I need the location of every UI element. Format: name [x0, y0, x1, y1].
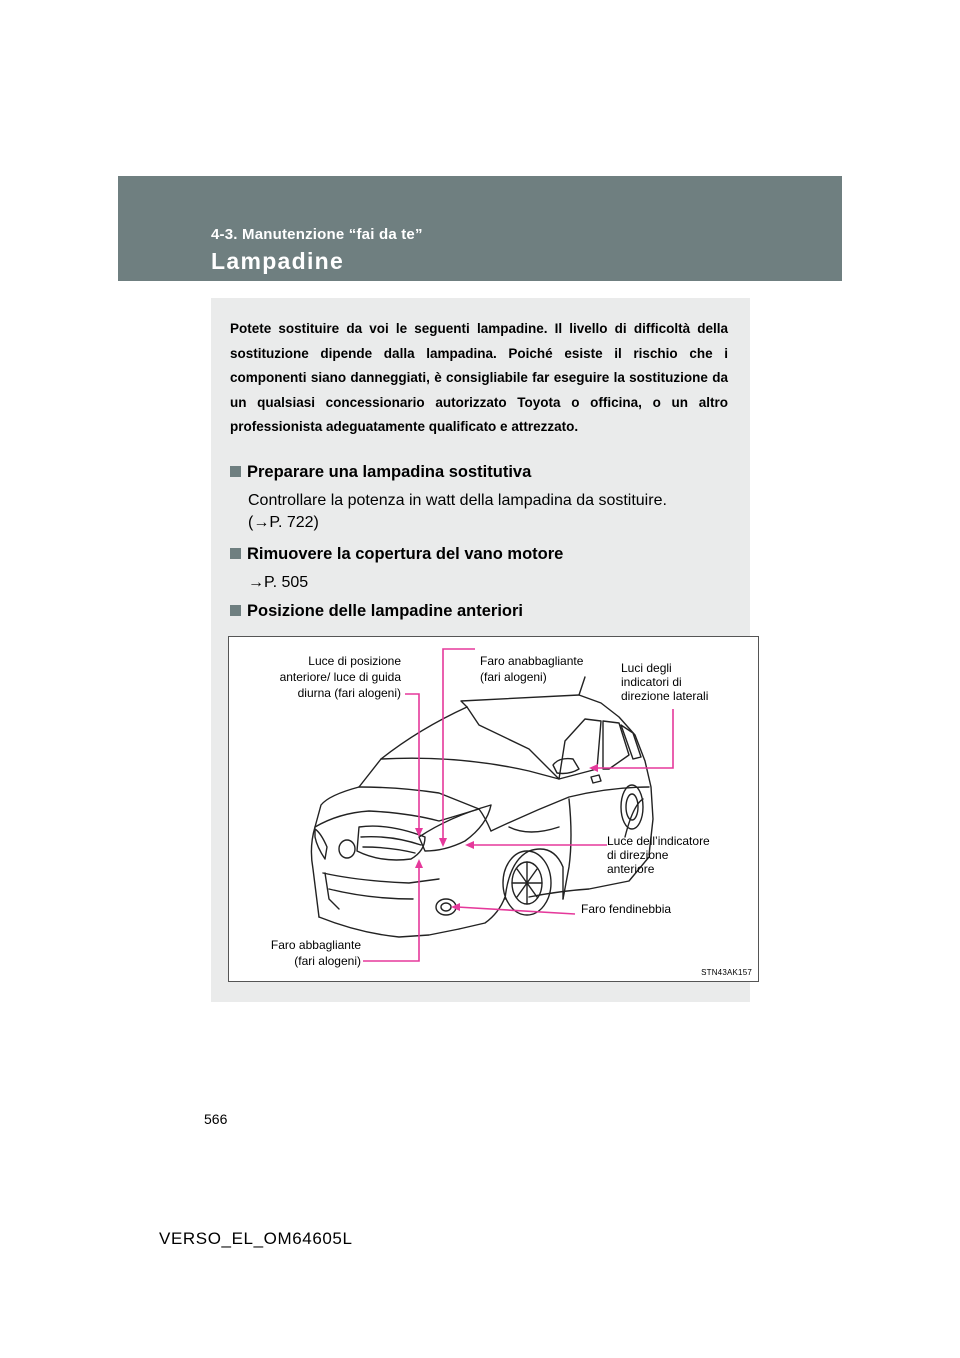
sub-heading-text: Preparare una lampadina sostitutiva — [247, 463, 532, 481]
square-bullet-icon — [230, 466, 241, 477]
label-high-beam: Faro abbagliante (fari alogeni) — [270, 938, 361, 968]
label-side-indicators: Luci degli indicatori di direzione laterali — [621, 661, 709, 703]
sub-heading-front-bulbs — [230, 602, 523, 621]
label-front-indicator: Luce dell’indicatore di direzione anteriore — [607, 834, 710, 876]
page-title: Lampadine — [211, 248, 345, 274]
label-low-beam: Faro anabbagliante (fari alogeni) — [480, 654, 584, 684]
sub-heading-replacement-bulb — [230, 463, 531, 482]
body-line: Controllare la potenza in watt della lampadina da sostituire. — [248, 492, 667, 509]
document-code: VERSO_EL_OM64605L — [159, 1229, 353, 1248]
square-bullet-icon — [230, 605, 241, 616]
label-position-light: Luce di posizione anteriore/ luce di guida diurna (fari alogeni) — [279, 654, 401, 700]
figure-code: STN43AK157 — [701, 968, 752, 977]
page-number: 566 — [204, 1111, 228, 1127]
sub-heading-text: Rimuovere la copertura del vano motore — [247, 545, 564, 563]
section-label: 4-3. Manutenzione “fai da te” — [211, 226, 423, 243]
square-bullet-icon — [230, 548, 241, 559]
front-bulbs-figure — [228, 636, 759, 982]
sub-heading-engine-cover — [230, 545, 563, 564]
page-reference: (→P. 722) — [248, 514, 319, 531]
body-text-wattage — [248, 490, 667, 534]
body-text-engine-cover — [248, 572, 308, 594]
page-reference: →P. 505 — [248, 574, 309, 591]
car-outline — [311, 677, 653, 937]
intro-paragraph: Potete sostituire da voi le seguenti lampadine. Il livello di difficoltà della sostituzione dipende dalla lampadina. Poiché esiste il rischio che i componenti siano danneggiati, è consigliabile far eseguire la sostituzione da un qualsiasi concessionario autorizzato Toyota o officina, o un altro professionista adeguatamente qualificato e attrezzato. — [230, 321, 728, 434]
sub-heading-text: Posizione delle lampadine anteriori — [247, 602, 523, 620]
label-fog-light: Faro fendinebbia — [581, 902, 672, 916]
